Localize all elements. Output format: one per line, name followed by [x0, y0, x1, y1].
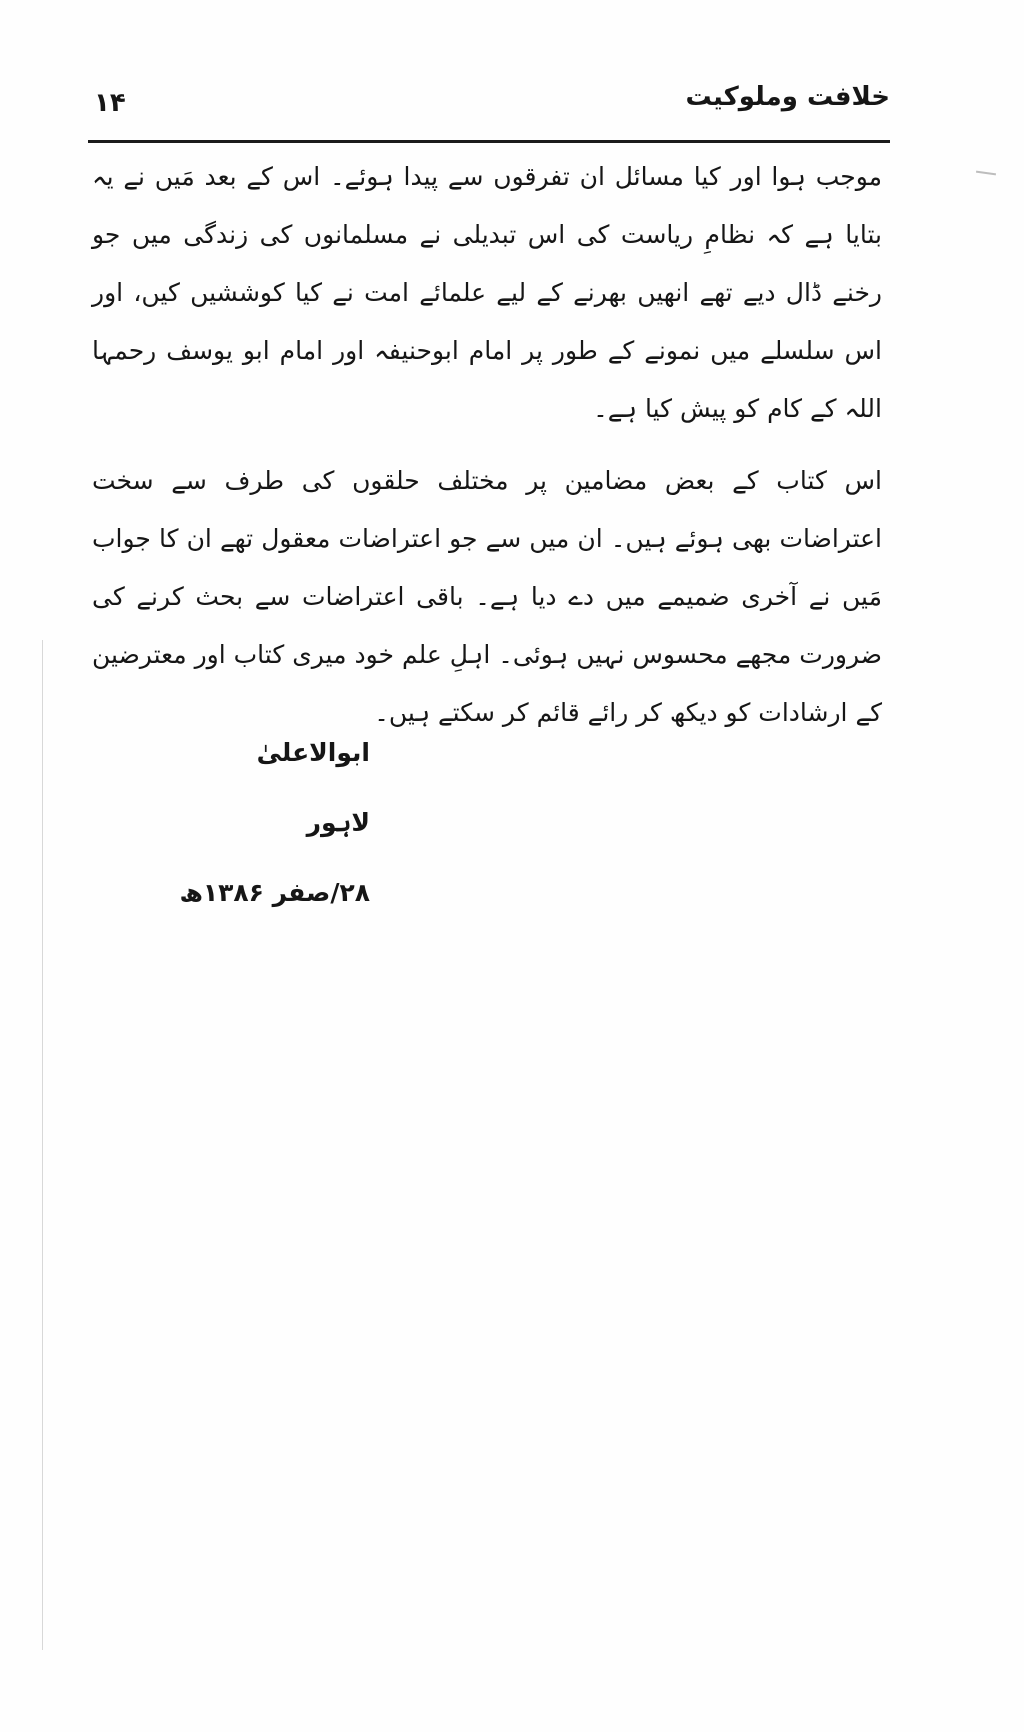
- header-rule: [88, 140, 890, 143]
- body-text: [92, 148, 882, 742]
- paragraph-1: موجب ہوا اور کیا مسائل ان تفرقوں سے پیدا ہوئے۔ اس کے بعد مَیں نے یہ بتایا ہے کہ نظامِ ریاست کی اس تبدیلی نے مسلمانوں کی زندگی میں جو رخنے ڈال دیے تھے انھیں بھرنے کے لیے علمائے امت نے کیا کوششیں کیں، اور اس سلسلے میں نمونے کے طور پر امام ابوحنیفہ اور امام ابو یوسف رحمہا اللہ کے کام کو پیش کیا ہے۔: [92, 162, 882, 423]
- page-header: [88, 78, 890, 138]
- margin-mark: [976, 171, 996, 176]
- page-number: ۱۴: [94, 88, 126, 118]
- paragraph-2: اس کتاب کے بعض مضامین پر مختلف حلقوں کی طرف سے سخت اعتراضات بھی ہوئے ہیں۔ ان میں سے جو اعتراضات معقول تھے ان کا جواب مَیں نے آخری ضمیمے میں دے دیا ہے۔ باقی اعتراضات سے بحث کرنے کی ضرورت مجھے محسوس نہیں ہوئی۔ اہلِ علم خود میری کتاب اور معترضین کے ارشادات کو دیکھ کر رائے قائم کر سکتے ہیں۔: [92, 466, 882, 727]
- signature-block: [150, 738, 370, 948]
- place-name: لاہور: [306, 808, 370, 837]
- author-name: ابوالاعلیٰ: [256, 738, 370, 767]
- signature-date: ۲۸/صفر ۱۳۸۶ھ: [179, 878, 370, 907]
- scan-edge-line: [42, 640, 43, 1650]
- running-head-title: خلافت وملوکیت: [685, 82, 890, 112]
